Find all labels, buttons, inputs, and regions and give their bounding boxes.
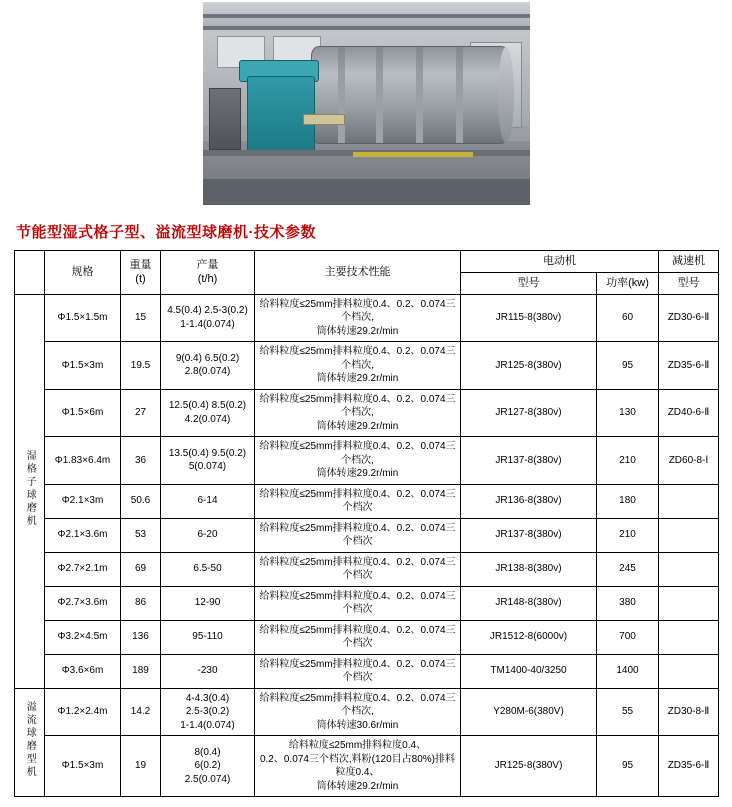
cell-performance: 给料粒度≤25mm排料粒度0.4、0.2、0.074三个档次 <box>255 654 461 688</box>
cell-weight: 15 <box>121 294 161 342</box>
cell-spec: Φ1.5×3m <box>45 342 121 390</box>
photo-drum-ring <box>456 47 463 143</box>
cell-spec: Φ2.1×3.6m <box>45 518 121 552</box>
cell-motor-power: 60 <box>597 294 659 342</box>
cell-performance: 给料粒度≤25mm排料粒度0.4、0.2、0.074三个档次 <box>255 552 461 586</box>
cell-weight: 19 <box>121 736 161 797</box>
cell-weight: 14.2 <box>121 688 161 736</box>
cell-motor-power: 130 <box>597 389 659 437</box>
photo-drum-ring <box>376 47 383 143</box>
cell-weight: 19.5 <box>121 342 161 390</box>
cell-spec: Φ3.6×6m <box>45 654 121 688</box>
cell-capacity: 13.5(0.4) 9.5(0.2) 5(0.074) <box>161 437 255 485</box>
cell-motor-power: 245 <box>597 552 659 586</box>
header-weight-label: 重量 <box>129 258 152 271</box>
cell-capacity: 6-14 <box>161 484 255 518</box>
table-body <box>15 294 719 797</box>
cell-motor-model: JR115-8(380v) <box>461 294 597 342</box>
header-capacity <box>161 251 255 295</box>
cell-spec: Φ1.5×6m <box>45 389 121 437</box>
header-group <box>15 251 45 295</box>
cell-capacity: 6.5-50 <box>161 552 255 586</box>
cell-motor-power: 95 <box>597 342 659 390</box>
cell-spec: Φ2.1×3m <box>45 484 121 518</box>
cell-motor-model: TM1400-40/3250 <box>461 654 597 688</box>
header-weight-unit: (t) <box>135 273 146 286</box>
cell-reducer-model: ZD35-6-Ⅱ <box>659 342 719 390</box>
table-row <box>15 620 719 654</box>
header-reducer: 减速机 <box>659 251 719 273</box>
cell-motor-power: 210 <box>597 518 659 552</box>
cell-reducer-model <box>659 484 719 518</box>
photo-yellow-guard <box>353 152 473 157</box>
cell-spec: Φ3.2×4.5m <box>45 620 121 654</box>
table-head <box>15 251 719 295</box>
header-capacity-label: 产量 <box>196 258 219 271</box>
header-performance: 主要技术性能 <box>255 251 461 295</box>
header-reducer-model: 型号 <box>659 272 719 294</box>
cell-weight: 86 <box>121 586 161 620</box>
cell-capacity: 4-4.3(0.4) 2.5-3(0.2) 1-1.4(0.074) <box>161 688 255 736</box>
cell-motor-model: JR138-8(380v) <box>461 552 597 586</box>
table-row <box>15 518 719 552</box>
group-label <box>15 688 45 797</box>
cell-capacity: 8(0.4) 6(0.2) 2.5(0.074) <box>161 736 255 797</box>
group-label <box>15 294 45 688</box>
cell-performance: 给料粒度≤25mm排料粒度0.4、0.2、0.074三个档次, 筒体转速30.6r/min <box>255 688 461 736</box>
table-row <box>15 552 719 586</box>
header-motor: 电动机 <box>461 251 659 273</box>
cell-capacity: -230 <box>161 654 255 688</box>
cell-motor-power: 55 <box>597 688 659 736</box>
cell-performance: 给料粒度≤25mm排料粒度0.4、0.2、0.074三个档次, 筒体转速29.2r/min <box>255 342 461 390</box>
cell-reducer-model <box>659 620 719 654</box>
cell-performance: 给料粒度≤25mm排料粒度0.4、0.2、0.074三个档次 <box>255 484 461 518</box>
cell-motor-model: JR125-8(380V) <box>461 736 597 797</box>
cell-reducer-model: ZD30-6-Ⅱ <box>659 294 719 342</box>
cell-spec: Φ1.83×6.4m <box>45 437 121 485</box>
photo-drum-ring <box>338 47 345 143</box>
cell-reducer-model: ZD30-8-Ⅱ <box>659 688 719 736</box>
cell-weight: 53 <box>121 518 161 552</box>
cell-performance: 给料粒度≤25mm排料粒度0.4、0.2、0.074三个档次 <box>255 518 461 552</box>
cell-capacity: 12-90 <box>161 586 255 620</box>
cell-motor-power: 95 <box>597 736 659 797</box>
table-row <box>15 437 719 485</box>
cell-performance: 给料粒度≤25mm排料粒度0.4、 0.2、0.074三个档次,料粉(120目占80%)排料粒度0.4、 筒体转速29.2r/min <box>255 736 461 797</box>
cell-capacity: 9(0.4) 6.5(0.2) 2.8(0.074) <box>161 342 255 390</box>
photo-control-panel <box>209 88 241 150</box>
cell-spec: Φ1.2×2.4m <box>45 688 121 736</box>
photo-mill-drum <box>311 46 509 144</box>
cell-spec: Φ1.5×1.5m <box>45 294 121 342</box>
cell-reducer-model <box>659 552 719 586</box>
group-label-text: 湿格子球磨机 <box>24 449 36 528</box>
cell-motor-model: JR137-8(380v) <box>461 518 597 552</box>
table-row <box>15 294 719 342</box>
photo-floor-lower <box>203 179 530 205</box>
cell-reducer-model <box>659 518 719 552</box>
page-title: 节能型湿式格子型、溢流型球磨机·技术参数 <box>16 224 316 241</box>
cell-capacity: 95-110 <box>161 620 255 654</box>
cell-spec: Φ1.5×3m <box>45 736 121 797</box>
table-row <box>15 654 719 688</box>
cell-spec: Φ2.7×3.6m <box>45 586 121 620</box>
cell-motor-model: JR136-8(380v) <box>461 484 597 518</box>
photo-beam <box>203 14 530 18</box>
cell-capacity: 6-20 <box>161 518 255 552</box>
cell-motor-model: Y280M-6(380V) <box>461 688 597 736</box>
cell-motor-power: 180 <box>597 484 659 518</box>
table-row <box>15 484 719 518</box>
table-row <box>15 342 719 390</box>
cell-weight: 189 <box>121 654 161 688</box>
cell-motor-power: 380 <box>597 586 659 620</box>
cell-performance: 给料粒度≤25mm排料粒度0.4、0.2、0.074三个档次, 筒体转速29.2r/min <box>255 389 461 437</box>
cell-capacity: 12.5(0.4) 8.5(0.2) 4.2(0.074) <box>161 389 255 437</box>
photo-shaft <box>303 114 345 125</box>
cell-motor-power: 210 <box>597 437 659 485</box>
cell-reducer-model: ZD40-6-Ⅱ <box>659 389 719 437</box>
cell-motor-model: JR127-8(380v) <box>461 389 597 437</box>
cell-reducer-model <box>659 654 719 688</box>
ball-mill-photo <box>203 2 530 205</box>
header-capacity-unit: (t/h) <box>197 273 218 286</box>
cell-reducer-model: ZD35-6-Ⅱ <box>659 736 719 797</box>
cell-weight: 36 <box>121 437 161 485</box>
cell-performance: 给料粒度≤25mm排料粒度0.4、0.2、0.074三个档次 <box>255 620 461 654</box>
header-motor-model: 型号 <box>461 272 597 294</box>
cell-reducer-model <box>659 586 719 620</box>
header-weight <box>121 251 161 295</box>
cell-reducer-model: ZD60-8-Ⅰ <box>659 437 719 485</box>
photo-drum-ring <box>416 47 423 143</box>
cell-spec: Φ2.7×2.1m <box>45 552 121 586</box>
table-row <box>15 688 719 736</box>
cell-motor-power: 700 <box>597 620 659 654</box>
table-row <box>15 586 719 620</box>
cell-motor-model: JR125-8(380v) <box>461 342 597 390</box>
cell-motor-model: JR1512-8(6000v) <box>461 620 597 654</box>
cell-motor-model: JR148-8(380v) <box>461 586 597 620</box>
cell-weight: 50.6 <box>121 484 161 518</box>
cell-performance: 给料粒度≤25mm排料粒度0.4、0.2、0.074三个档次, 筒体转速29.2r/min <box>255 294 461 342</box>
header-spec: 规格 <box>45 251 121 295</box>
cell-weight: 27 <box>121 389 161 437</box>
cell-motor-model: JR137-8(380v) <box>461 437 597 485</box>
group-label-text: 溢流球磨型机 <box>24 701 36 780</box>
cell-capacity: 4.5(0.4) 2.5-3(0.2) 1-1.4(0.074) <box>161 294 255 342</box>
photo-container <box>0 0 732 205</box>
table-row <box>15 389 719 437</box>
table-row <box>15 736 719 797</box>
spec-table <box>14 250 719 797</box>
table-header-row <box>15 251 719 273</box>
cell-performance: 给料粒度≤25mm排料粒度0.4、0.2、0.074三个档次 <box>255 586 461 620</box>
cell-performance: 给料粒度≤25mm排料粒度0.4、0.2、0.074三个档次, 筒体转速29.2r/min <box>255 437 461 485</box>
cell-motor-power: 1400 <box>597 654 659 688</box>
cell-weight: 136 <box>121 620 161 654</box>
header-motor-power: 功率(kw) <box>597 272 659 294</box>
cell-weight: 69 <box>121 552 161 586</box>
